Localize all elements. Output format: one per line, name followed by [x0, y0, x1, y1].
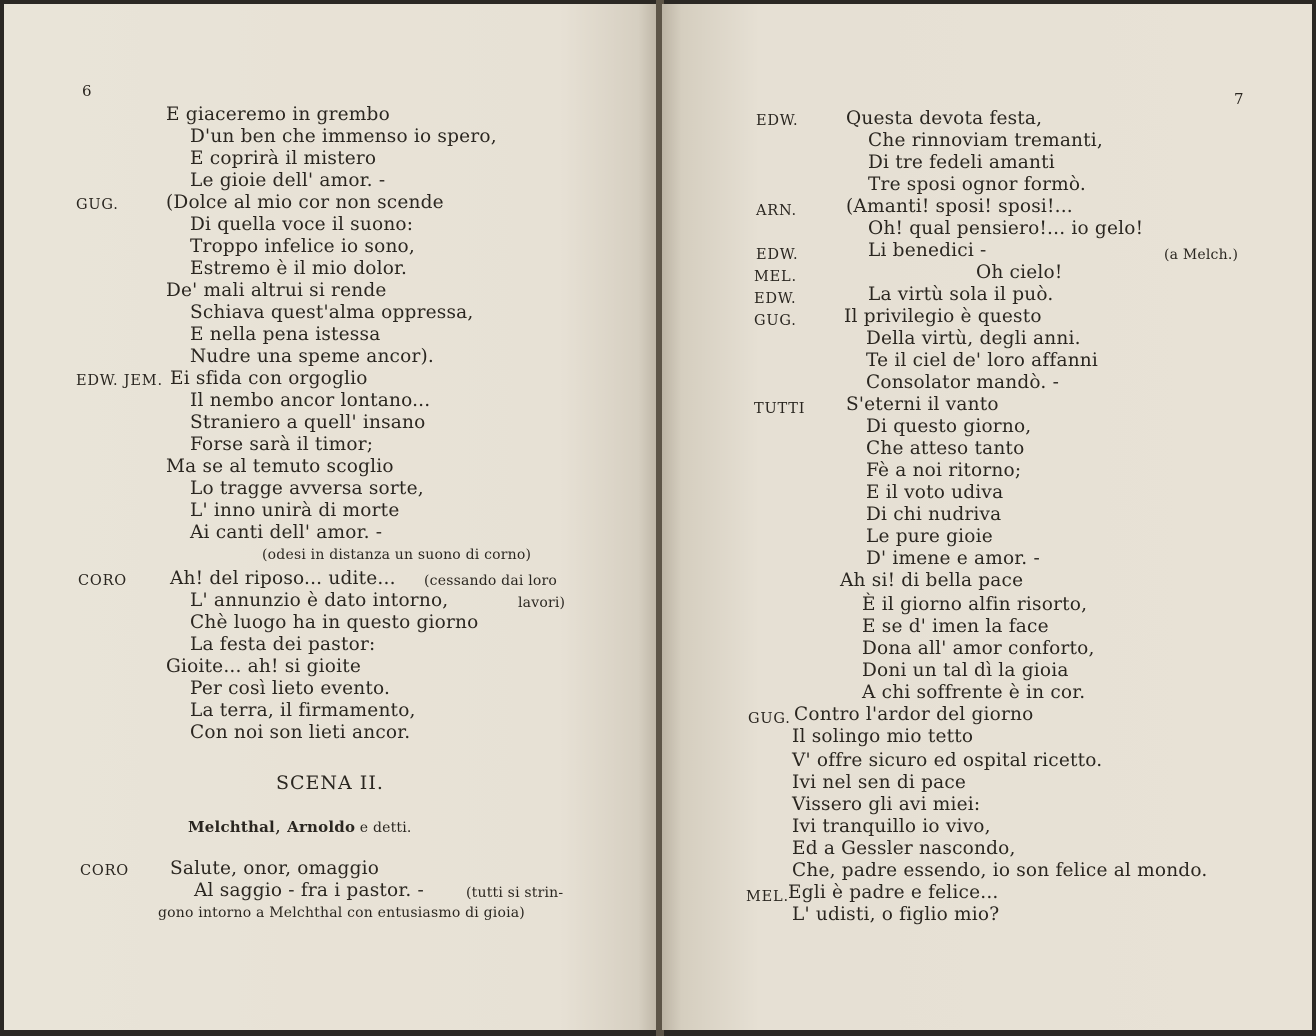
verse-line: Che atteso tanto — [866, 438, 1025, 459]
character-name: Melchthal — [188, 818, 275, 836]
verse-line: Di quella voce il suono: — [190, 214, 414, 235]
character-name: Arnoldo — [287, 818, 356, 836]
verse-line: Troppo infelice io sono, — [190, 236, 415, 257]
aside-direction: (a Melch.) — [1164, 247, 1239, 263]
verse-line: Tre sposi ognor formò. — [868, 174, 1086, 195]
right-page — [662, 4, 1312, 1030]
verse-line: La terra, il firmamento, — [190, 700, 416, 721]
verse-line: E coprirà il mistero — [190, 148, 377, 169]
verse-line: Di questo giorno, — [866, 416, 1032, 437]
verse-line: Ed a Gessler nascondo, — [792, 838, 1016, 859]
speaker-label: CORO — [78, 573, 127, 589]
verse-line: Il privilegio è questo — [844, 306, 1042, 327]
scene-title: SCENA II. — [276, 772, 384, 794]
verse-line: Le gioie dell' amor. - — [190, 170, 386, 191]
verse-line: Contro l'ardor del giorno — [794, 704, 1034, 725]
verse-line: Chè luogo ha in questo giorno — [190, 612, 479, 633]
character-separator: , — [274, 816, 288, 837]
verse-line: Di tre fedeli amanti — [868, 152, 1055, 173]
verse-line: Che rinnoviam tremanti, — [868, 130, 1103, 151]
speaker-label: MEL. — [746, 889, 789, 905]
verse-line: Vissero gli avi miei: — [792, 794, 981, 815]
verse-line: E giaceremo in grembo — [166, 104, 390, 125]
speaker-label: ARN. — [756, 203, 797, 219]
verse-line: Questa devota festa, — [846, 108, 1043, 129]
verse-line: La virtù sola il può. — [868, 284, 1054, 305]
verse-line: E il voto udiva — [866, 482, 1004, 503]
verse-line: S'eterni il vanto — [846, 394, 999, 415]
verse-line: Il nembo ancor lontano... — [190, 390, 431, 411]
speaker-label: TUTTI — [754, 401, 806, 417]
left-page — [4, 4, 658, 1030]
verse-line: Ei sfida con orgoglio — [170, 368, 368, 389]
verse-line: (Amanti! sposi! sposi!... — [846, 196, 1073, 217]
verse-line: Dona all' amor conforto, — [862, 638, 1095, 659]
verse-line: E se d' imen la face — [862, 616, 1049, 637]
verse-line: V' offre sicuro ed ospital ricetto. — [792, 750, 1103, 771]
stage-direction: (odesi in distanza un suono di corno) — [262, 547, 532, 563]
speaker-label: EDW. — [756, 113, 799, 129]
speaker-label: EDW. JEM. — [76, 373, 163, 389]
verse-line: Egli è padre e felice... — [788, 882, 999, 903]
characters-line — [188, 816, 412, 839]
verse-line: (Dolce al mio cor non scende — [166, 192, 444, 213]
page-number: 7 — [1234, 90, 1244, 108]
verse-line: Oh cielo! — [976, 262, 1063, 283]
verse-line: E nella pena istessa — [190, 324, 381, 345]
verse-line: Doni un tal dì la gioia — [862, 660, 1069, 681]
verse-line: Salute, onor, omaggio — [170, 858, 380, 879]
stage-direction: lavori) — [518, 595, 566, 611]
verse-line: A chi soffrente è in cor. — [862, 682, 1086, 703]
verse-line: Fè a noi ritorno; — [866, 460, 1022, 481]
verse-line: Estremo è il mio dolor. — [190, 258, 408, 279]
stage-direction: (cessando dai loro — [424, 573, 558, 589]
speaker-label: GUG. — [748, 711, 791, 727]
speaker-label: MEL. — [754, 269, 797, 285]
stage-direction: (tutti si strin- — [466, 885, 564, 901]
verse-line: Ivi nel sen di pace — [792, 772, 967, 793]
speaker-label: EDW. — [754, 291, 797, 307]
verse-line: Con noi son lieti ancor. — [190, 722, 411, 743]
verse-line: Te il ciel de' loro affanni — [866, 350, 1099, 371]
speaker-label: EDW. — [756, 247, 799, 263]
verse-line: Le pure gioie — [866, 526, 993, 547]
verse-line: Nudre una speme ancor). — [190, 346, 434, 367]
stage-direction: gono intorno a Melchthal con entusiasmo di gioia) — [158, 905, 525, 921]
page-number: 6 — [82, 82, 92, 100]
verse-line: È il giorno alfin risorto, — [862, 594, 1088, 615]
verse-line: La festa dei pastor: — [190, 634, 376, 655]
verse-line: Gioite... ah! si gioite — [166, 656, 362, 677]
verse-line: Di chi nudriva — [866, 504, 1002, 525]
verse-line: L' annunzio è dato intorno, — [190, 590, 449, 611]
verse-line: Oh! qual pensiero!... io gelo! — [868, 218, 1144, 239]
verse-line: L' inno unirà di morte — [190, 500, 400, 521]
verse-line: Consolator mandò. - — [866, 372, 1060, 393]
verse-line: Ma se al temuto scoglio — [166, 456, 394, 477]
speaker-label: CORO — [80, 863, 129, 879]
verse-line: Ah! del riposo... udite... — [170, 568, 396, 589]
speaker-label: GUG. — [76, 197, 119, 213]
verse-line: Schiava quest'alma oppressa, — [190, 302, 474, 323]
verse-line: Al saggio - fra i pastor. - — [194, 880, 424, 901]
verse-line: D' imene e amor. - — [866, 548, 1040, 569]
verse-line: Per così lieto evento. — [190, 678, 391, 699]
verse-line: Forse sarà il timor; — [190, 434, 374, 455]
verse-line: De' mali altrui si rende — [166, 280, 387, 301]
verse-line: Straniero a quell' insano — [190, 412, 426, 433]
verse-line: Ah si! di bella pace — [840, 570, 1024, 591]
character-rest: e detti. — [355, 820, 412, 836]
speaker-label: GUG. — [754, 313, 797, 329]
verse-line: Li benedici - — [868, 240, 987, 261]
verse-line: D'un ben che immenso io spero, — [190, 126, 497, 147]
verse-line: Il solingo mio tetto — [792, 726, 974, 747]
verse-line: Che, padre essendo, io son felice al mondo. — [792, 860, 1208, 881]
verse-line: L' udisti, o figlio mio? — [792, 904, 1000, 925]
verse-line: Lo tragge avversa sorte, — [190, 478, 424, 499]
verse-line: Ivi tranquillo io vivo, — [792, 816, 991, 837]
verse-line: Ai canti dell' amor. - — [190, 522, 383, 543]
verse-line: Della virtù, degli anni. — [866, 328, 1081, 349]
